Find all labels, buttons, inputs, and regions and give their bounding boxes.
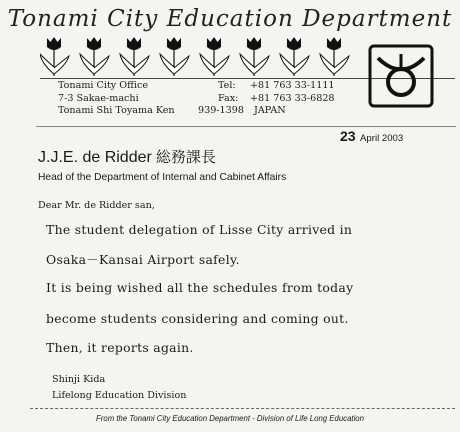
addressee-name: J.J.E. de Ridder (38, 149, 152, 166)
tulip-icon (160, 37, 189, 76)
tulip-icon (80, 37, 109, 76)
footer-text: From the Tonami City Education Department - Division of Life Long Education (96, 414, 364, 423)
body-line: The student delegation of Lisse City arrived in (46, 222, 353, 237)
department-title: Tonami City Education Department (7, 6, 453, 32)
postal-line (198, 105, 296, 116)
address-line: Tonami Shi Toyama Ken (58, 105, 175, 116)
country: JAPAN (253, 105, 286, 116)
body-line: become students considering and coming out. (46, 311, 349, 326)
salutation: Dear Mr. de Ridder san, (38, 200, 155, 211)
tulip-icon (240, 37, 269, 76)
address-line: Tonami City Office (58, 80, 149, 91)
body-line: It is being wished all the schedules from today (46, 280, 354, 295)
tulip-icon (200, 37, 229, 76)
addressee (38, 146, 216, 167)
fax-label: Fax: (218, 92, 239, 104)
letter-date (340, 128, 403, 146)
footer-divider (30, 408, 455, 409)
addressee-kanji-title: 総務課長 (155, 148, 216, 166)
addressee-position: Head of the Department of Internal and Cabinet Affairs (38, 172, 287, 183)
header-bottom-divider (36, 126, 456, 127)
fax-value: +81 763 33-6828 (250, 92, 335, 104)
tel-label: Tel: (218, 80, 236, 91)
tulip-icon (40, 37, 69, 76)
date-month-year: April 2003 (360, 133, 404, 144)
tulip-icon (280, 37, 309, 76)
signature-name: Shinji Kida (52, 374, 106, 385)
body-line: Then, it reports again. (46, 340, 194, 355)
office-address (58, 80, 175, 118)
address-line: 7-3 Sakae-machi (58, 92, 139, 104)
date-day: 23 (340, 128, 356, 144)
tulip-icon (120, 37, 149, 76)
tulip-icon (320, 37, 349, 76)
city-emblem-logo (368, 44, 434, 108)
signature-division: Lifelong Education Division (52, 390, 187, 401)
body-line: Osaka－Kansai Airport safely. (46, 252, 240, 267)
contact-numbers (218, 80, 335, 105)
postal-code: 939-1398 (198, 105, 244, 116)
tel-value: +81 763 33-1111 (250, 80, 335, 91)
tulip-row-decoration (40, 34, 370, 78)
